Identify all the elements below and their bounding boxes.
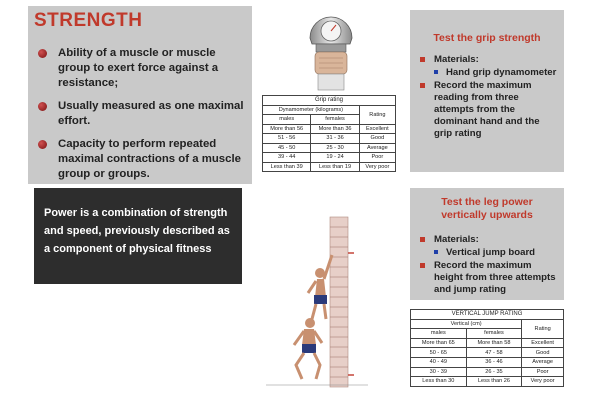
table-row	[411, 338, 564, 348]
table-cell: Less than 19	[311, 162, 359, 172]
table-row	[263, 143, 396, 153]
vertical-jump-figure-icon	[262, 215, 372, 390]
grip-table-group-header: Dynamometer (kilograms)	[263, 105, 360, 115]
bullet-dot-icon	[38, 140, 47, 149]
square-bullet-icon	[420, 57, 425, 62]
power-text: Power is a combination of strength and speed, previously described as a component of physical fitness	[44, 207, 230, 255]
leg-test-panel	[410, 188, 564, 300]
jump-rating-table	[410, 309, 564, 387]
table-cell: 26 - 35	[466, 367, 522, 377]
grip-table-rating-header: Rating	[359, 105, 395, 124]
table-cell: More than 56	[263, 124, 311, 134]
jump-table-title: VERTICAL JUMP RATING	[411, 310, 564, 320]
table-cell: 51 - 56	[263, 134, 311, 144]
table-cell: More than 36	[311, 124, 359, 134]
jump-table-males-header: males	[411, 329, 467, 339]
table-cell: Excellent	[522, 338, 564, 348]
leg-test-title: Test the leg power vertically upwards	[441, 196, 533, 221]
grip-test-title: Test the grip strength	[433, 32, 541, 44]
grip-test-panel	[410, 10, 564, 172]
table-cell: Poor	[522, 367, 564, 377]
table-row	[411, 348, 564, 358]
strength-bullet: Capacity to perform repeated maximal contractions of a muscle group or groups.	[38, 137, 248, 182]
bullet-dot-icon	[38, 49, 47, 58]
table-row	[411, 377, 564, 387]
strength-panel	[28, 6, 252, 184]
table-cell: 39 - 44	[263, 153, 311, 163]
square-bullet-icon	[434, 250, 438, 254]
table-cell: 31 - 36	[311, 134, 359, 144]
list-item: Hand grip dynamometer	[418, 67, 560, 79]
table-cell: 30 - 39	[411, 367, 467, 377]
table-row	[411, 357, 564, 367]
table-row	[263, 124, 396, 134]
strength-bullet: Ability of a muscle or muscle group to exert force against a resistance;	[38, 46, 248, 91]
jump-table-rating-header: Rating	[522, 319, 564, 338]
list-item: Record the maximum height from three attempts and jump rating	[418, 260, 560, 296]
list-item: Materials:	[418, 54, 560, 66]
table-cell: Poor	[359, 153, 395, 163]
list-item: Materials:	[418, 234, 560, 246]
table-cell: 40 - 49	[411, 357, 467, 367]
table-cell: More than 58	[466, 338, 522, 348]
grip-table-title: Grip rating	[263, 96, 396, 106]
grip-test-list	[418, 54, 560, 141]
table-cell: 47 - 58	[466, 348, 522, 358]
table-cell: Excellent	[359, 124, 395, 134]
grip-table-females-header: females	[311, 115, 359, 125]
square-bullet-icon	[420, 237, 425, 242]
table-cell: Less than 26	[466, 377, 522, 387]
strength-bullet-list	[38, 46, 248, 190]
table-row	[263, 134, 396, 144]
table-cell: Very poor	[522, 377, 564, 387]
table-row	[263, 162, 396, 172]
table-row	[263, 153, 396, 163]
table-cell: 45 - 50	[263, 143, 311, 153]
strength-title: STRENGTH	[34, 10, 143, 31]
table-cell: Average	[359, 143, 395, 153]
table-cell: Less than 39	[263, 162, 311, 172]
table-cell: 50 - 65	[411, 348, 467, 358]
bullet-dot-icon	[38, 102, 47, 111]
square-bullet-icon	[420, 83, 425, 88]
hand-grip-dynamometer-icon	[300, 12, 362, 92]
list-item: Record the maximum reading from three attempts from the dominant hand and the grip rating	[418, 80, 560, 140]
table-cell: More than 65	[411, 338, 467, 348]
jump-table-group-header: Vertical (cm)	[411, 319, 522, 329]
table-row	[411, 367, 564, 377]
table-cell: 36 - 46	[466, 357, 522, 367]
table-cell: Good	[522, 348, 564, 358]
list-item: Vertical jump board	[418, 247, 560, 259]
power-definition-box	[34, 188, 242, 284]
grip-rating-table	[262, 95, 396, 172]
table-cell: 25 - 30	[311, 143, 359, 153]
square-bullet-icon	[420, 263, 425, 268]
leg-test-list	[418, 234, 560, 297]
square-bullet-icon	[434, 70, 438, 74]
table-cell: Very poor	[359, 162, 395, 172]
jump-table-females-header: females	[466, 329, 522, 339]
grip-table-males-header: males	[263, 115, 311, 125]
table-cell: Average	[522, 357, 564, 367]
table-cell: Less than 30	[411, 377, 467, 387]
table-cell: 19 - 24	[311, 153, 359, 163]
strength-bullet: Usually measured as one maximal effort.	[38, 99, 248, 129]
table-cell: Good	[359, 134, 395, 144]
